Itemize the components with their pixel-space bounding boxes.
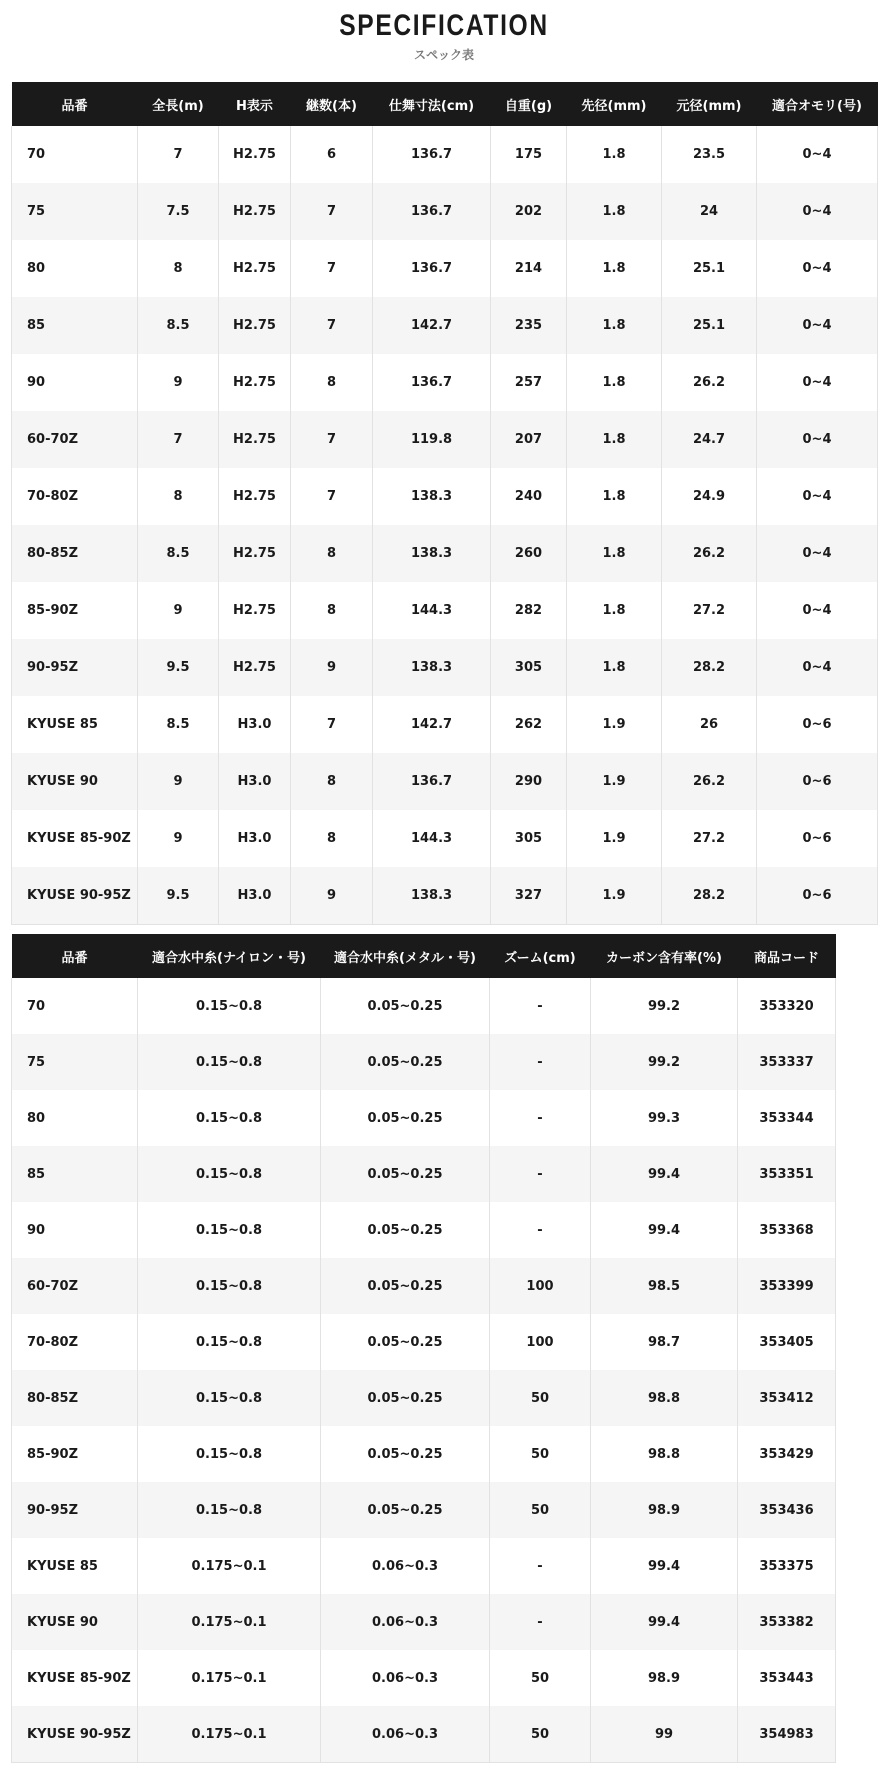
table-cell: 8 (291, 525, 373, 582)
table-cell: 0.15~0.8 (138, 978, 321, 1034)
table-row (12, 411, 878, 468)
table-cell: H3.0 (219, 753, 291, 810)
table-cell: 353412 (738, 1370, 836, 1426)
table-cell: 25.1 (662, 297, 757, 354)
model-cell: 60-70Z (12, 1258, 138, 1314)
table-cell: 26.2 (662, 753, 757, 810)
table-cell: 7 (291, 468, 373, 525)
table-cell: H2.75 (219, 240, 291, 297)
table-cell: 8.5 (138, 525, 219, 582)
table-cell: 8 (291, 810, 373, 867)
table-cell: 138.3 (373, 867, 491, 925)
table-cell: 1.8 (567, 240, 662, 297)
table-cell: 0.05~0.25 (321, 978, 490, 1034)
table-row (12, 1146, 836, 1202)
table-cell: 24 (662, 183, 757, 240)
table-cell: 98.7 (591, 1314, 738, 1370)
table-row (12, 582, 878, 639)
table-row (12, 696, 878, 753)
model-cell: 90 (12, 354, 138, 411)
table-row (12, 1482, 836, 1538)
table-cell: 1.9 (567, 810, 662, 867)
table-cell: 100 (490, 1258, 591, 1314)
model-cell: KYUSE 90 (12, 1594, 138, 1650)
table-cell: 1.8 (567, 582, 662, 639)
table-cell: 144.3 (373, 582, 491, 639)
table-cell: 138.3 (373, 639, 491, 696)
table-cell: 8 (291, 753, 373, 810)
table-cell: 9 (138, 753, 219, 810)
table-cell: 0.15~0.8 (138, 1090, 321, 1146)
table-cell: 98.5 (591, 1258, 738, 1314)
column-header: 先径(mm) (567, 82, 662, 126)
table-cell: 0.05~0.25 (321, 1146, 490, 1202)
table-cell: 0.06~0.3 (321, 1706, 490, 1763)
table-cell: 26 (662, 696, 757, 753)
table-row (12, 1370, 836, 1426)
table-row (12, 1594, 836, 1650)
table-cell: - (490, 1538, 591, 1594)
table-cell: H2.75 (219, 468, 291, 525)
table-row (12, 1314, 836, 1370)
table-cell: H3.0 (219, 867, 291, 925)
column-header: 仕舞寸法(cm) (373, 82, 491, 126)
model-cell: 60-70Z (12, 411, 138, 468)
table-row (12, 1034, 836, 1090)
spec-table-secondary-header (12, 934, 836, 978)
table-cell: 1.9 (567, 867, 662, 925)
table-cell: 353337 (738, 1034, 836, 1090)
model-cell: KYUSE 85-90Z (12, 810, 138, 867)
table-cell: 257 (491, 354, 567, 411)
table-cell: 0.175~0.1 (138, 1538, 321, 1594)
table-cell: 0.05~0.25 (321, 1090, 490, 1146)
table-cell: - (490, 1594, 591, 1650)
column-header: カーボン含有率(%) (591, 934, 738, 978)
table-cell: 0.15~0.8 (138, 1034, 321, 1090)
table-cell: 353368 (738, 1202, 836, 1258)
table-cell: 1.9 (567, 696, 662, 753)
spec-table-primary-body (12, 126, 878, 925)
table-cell: 7.5 (138, 183, 219, 240)
table-row (12, 1202, 836, 1258)
table-cell: 0.15~0.8 (138, 1314, 321, 1370)
model-cell: KYUSE 90 (12, 753, 138, 810)
table-cell: 305 (491, 810, 567, 867)
column-header: 元径(mm) (662, 82, 757, 126)
table-cell: 0.05~0.25 (321, 1258, 490, 1314)
table-row (12, 1090, 836, 1146)
table-cell: 0.06~0.3 (321, 1538, 490, 1594)
model-cell: 90-95Z (12, 639, 138, 696)
table-cell: H3.0 (219, 810, 291, 867)
table-cell: 0.15~0.8 (138, 1482, 321, 1538)
table-cell: 8.5 (138, 696, 219, 753)
table-cell: 26.2 (662, 354, 757, 411)
table-cell: 136.7 (373, 183, 491, 240)
table-row (12, 753, 878, 810)
table-cell: 7 (138, 411, 219, 468)
table-cell: 99 (591, 1706, 738, 1763)
table-cell: 1.9 (567, 753, 662, 810)
column-header: ズーム(cm) (490, 934, 591, 978)
column-header: 商品コード (738, 934, 836, 978)
table-cell: 25.1 (662, 240, 757, 297)
table-cell: 50 (490, 1482, 591, 1538)
column-header: 品番 (12, 934, 138, 978)
page-header (0, 0, 888, 70)
table-cell: 290 (491, 753, 567, 810)
header-row (12, 934, 836, 978)
table-cell: 353344 (738, 1090, 836, 1146)
table-row (12, 810, 878, 867)
table-cell: 282 (491, 582, 567, 639)
table-cell: 1.8 (567, 411, 662, 468)
table-row (12, 297, 878, 354)
table-cell: 99.4 (591, 1146, 738, 1202)
table-cell: 98.8 (591, 1370, 738, 1426)
table-cell: 353436 (738, 1482, 836, 1538)
table-cell: 7 (291, 696, 373, 753)
table-cell: 144.3 (373, 810, 491, 867)
column-header: 適合水中糸(ナイロン・号) (138, 934, 321, 978)
table-cell: 1.8 (567, 639, 662, 696)
table-row (12, 867, 878, 925)
table-cell: 0.05~0.25 (321, 1314, 490, 1370)
table-cell: 354983 (738, 1706, 836, 1763)
table-cell: 0~4 (757, 297, 878, 354)
spec-table-secondary (11, 934, 836, 1763)
table-cell: 99.4 (591, 1202, 738, 1258)
table-cell: 353382 (738, 1594, 836, 1650)
table-cell: 207 (491, 411, 567, 468)
spec-table-secondary-body (12, 978, 836, 1763)
model-cell: 85-90Z (12, 1426, 138, 1482)
table-cell: H2.75 (219, 297, 291, 354)
table-cell: 99.2 (591, 978, 738, 1034)
model-cell: 80-85Z (12, 1370, 138, 1426)
table-cell: 138.3 (373, 468, 491, 525)
header-row (12, 82, 878, 126)
table-cell: 353351 (738, 1146, 836, 1202)
table-cell: 202 (491, 183, 567, 240)
table-cell: H2.75 (219, 411, 291, 468)
table-cell: 0.15~0.8 (138, 1370, 321, 1426)
table-cell: 353399 (738, 1258, 836, 1314)
column-header: 継数(本) (291, 82, 373, 126)
table-cell: 353320 (738, 978, 836, 1034)
table-cell: 0~6 (757, 810, 878, 867)
model-cell: KYUSE 90-95Z (12, 1706, 138, 1763)
table-cell: 6 (291, 126, 373, 183)
table-cell: H2.75 (219, 525, 291, 582)
table-cell: 0.175~0.1 (138, 1594, 321, 1650)
table-cell: 262 (491, 696, 567, 753)
table-cell: 0.15~0.8 (138, 1146, 321, 1202)
table-cell: 1.8 (567, 183, 662, 240)
table-cell: H2.75 (219, 183, 291, 240)
table-row (12, 183, 878, 240)
model-cell: 70 (12, 126, 138, 183)
table-row (12, 639, 878, 696)
table-cell: 1.8 (567, 126, 662, 183)
table-cell: 0~4 (757, 468, 878, 525)
table-cell: 9.5 (138, 867, 219, 925)
table-cell: 0~4 (757, 183, 878, 240)
model-cell: 70-80Z (12, 468, 138, 525)
table-cell: - (490, 1202, 591, 1258)
table-cell: 175 (491, 126, 567, 183)
table-cell: - (490, 1034, 591, 1090)
table-cell: 0.05~0.25 (321, 1370, 490, 1426)
model-cell: KYUSE 85 (12, 1538, 138, 1594)
table-cell: 235 (491, 297, 567, 354)
table-cell: 327 (491, 867, 567, 925)
table-cell: 98.8 (591, 1426, 738, 1482)
table-cell: H2.75 (219, 582, 291, 639)
model-cell: 90 (12, 1202, 138, 1258)
model-cell: 85 (12, 297, 138, 354)
table-cell: 214 (491, 240, 567, 297)
table-row (12, 1258, 836, 1314)
model-cell: 80 (12, 1090, 138, 1146)
table-cell: - (490, 978, 591, 1034)
table-cell: 28.2 (662, 867, 757, 925)
table-cell: 0~6 (757, 867, 878, 925)
table-cell: H2.75 (219, 354, 291, 411)
table-cell: 0~4 (757, 639, 878, 696)
table-cell: 8 (138, 240, 219, 297)
table-row (12, 1650, 836, 1706)
model-cell: 80-85Z (12, 525, 138, 582)
table-row (12, 468, 878, 525)
table-cell: H3.0 (219, 696, 291, 753)
table-cell: 50 (490, 1426, 591, 1482)
spec-table-primary (11, 82, 878, 925)
table-cell: 98.9 (591, 1482, 738, 1538)
table-cell: 9.5 (138, 639, 219, 696)
table-row (12, 126, 878, 183)
table-cell: 26.2 (662, 525, 757, 582)
table-cell: 1.8 (567, 354, 662, 411)
table-cell: 0~4 (757, 126, 878, 183)
table-cell: H2.75 (219, 639, 291, 696)
table-cell: 353375 (738, 1538, 836, 1594)
model-cell: 85 (12, 1146, 138, 1202)
table-cell: 100 (490, 1314, 591, 1370)
table-cell: 0.05~0.25 (321, 1482, 490, 1538)
table-cell: 50 (490, 1706, 591, 1763)
table-cell: 0.06~0.3 (321, 1650, 490, 1706)
table-cell: 99.2 (591, 1034, 738, 1090)
table-cell: 136.7 (373, 354, 491, 411)
table-cell: 0.175~0.1 (138, 1706, 321, 1763)
table-cell: 50 (490, 1370, 591, 1426)
page-subtitle: スペック表 (413, 48, 474, 62)
table-cell: 23.5 (662, 126, 757, 183)
table-cell: 138.3 (373, 525, 491, 582)
model-cell: 70-80Z (12, 1314, 138, 1370)
table-cell: 7 (291, 183, 373, 240)
model-cell: KYUSE 90-95Z (12, 867, 138, 925)
table-cell: 142.7 (373, 297, 491, 354)
table-cell: - (490, 1090, 591, 1146)
table-cell: 24.7 (662, 411, 757, 468)
table-cell: 98.9 (591, 1650, 738, 1706)
table-cell: 1.8 (567, 468, 662, 525)
model-cell: 90-95Z (12, 1482, 138, 1538)
table-cell: 0~6 (757, 696, 878, 753)
column-header: 適合オモリ(号) (757, 82, 878, 126)
model-cell: 85-90Z (12, 582, 138, 639)
table-cell: 136.7 (373, 240, 491, 297)
table-cell: 24.9 (662, 468, 757, 525)
table-cell: 8 (291, 354, 373, 411)
model-cell: 80 (12, 240, 138, 297)
page-title: SPECIFICATION (339, 9, 549, 42)
table-cell: 142.7 (373, 696, 491, 753)
column-header: 自重(g) (491, 82, 567, 126)
table-cell: 0~4 (757, 240, 878, 297)
table-row (12, 1706, 836, 1763)
table-cell: 7 (291, 297, 373, 354)
table-cell: 0.05~0.25 (321, 1426, 490, 1482)
table-cell: 9 (138, 810, 219, 867)
table-cell: 9 (138, 582, 219, 639)
table-cell: 136.7 (373, 753, 491, 810)
model-cell: 75 (12, 183, 138, 240)
table-cell: 0.15~0.8 (138, 1202, 321, 1258)
table-cell: 0.175~0.1 (138, 1650, 321, 1706)
table-cell: 9 (291, 639, 373, 696)
table-cell: 0~4 (757, 354, 878, 411)
model-cell: 75 (12, 1034, 138, 1090)
table-row (12, 978, 836, 1034)
table-cell: 8 (138, 468, 219, 525)
table-cell: 28.2 (662, 639, 757, 696)
model-cell: KYUSE 85-90Z (12, 1650, 138, 1706)
table-cell: 260 (491, 525, 567, 582)
table-cell: 99.4 (591, 1594, 738, 1650)
table-cell: 353405 (738, 1314, 836, 1370)
table-cell: 0.15~0.8 (138, 1426, 321, 1482)
table-cell: 9 (138, 354, 219, 411)
table-cell: 0.05~0.25 (321, 1034, 490, 1090)
table-cell: 0~4 (757, 582, 878, 639)
table-row (12, 1538, 836, 1594)
table-cell: 99.4 (591, 1538, 738, 1594)
column-header: H表示 (219, 82, 291, 126)
table-row (12, 525, 878, 582)
table-cell: 0.05~0.25 (321, 1202, 490, 1258)
model-cell: KYUSE 85 (12, 696, 138, 753)
table-cell: 8 (291, 582, 373, 639)
table-cell: 99.3 (591, 1090, 738, 1146)
table-cell: 1.8 (567, 525, 662, 582)
table-cell: 0~4 (757, 411, 878, 468)
table-cell: 353429 (738, 1426, 836, 1482)
table-cell: 50 (490, 1650, 591, 1706)
table-row (12, 354, 878, 411)
table-cell: 0.15~0.8 (138, 1258, 321, 1314)
table-cell: 27.2 (662, 810, 757, 867)
table-cell: 1.8 (567, 297, 662, 354)
model-cell: 70 (12, 978, 138, 1034)
table-cell: 9 (291, 867, 373, 925)
column-header: 適合水中糸(メタル・号) (321, 934, 490, 978)
table-cell: 0~4 (757, 525, 878, 582)
table-cell: 0.06~0.3 (321, 1594, 490, 1650)
table-cell: 7 (291, 240, 373, 297)
table-row (12, 1426, 836, 1482)
table-cell: 240 (491, 468, 567, 525)
table-cell: 119.8 (373, 411, 491, 468)
table-cell: H2.75 (219, 126, 291, 183)
table-cell: 0~6 (757, 753, 878, 810)
column-header: 全長(m) (138, 82, 219, 126)
table-cell: 136.7 (373, 126, 491, 183)
table-cell: 305 (491, 639, 567, 696)
table-cell: 8.5 (138, 297, 219, 354)
table-row (12, 240, 878, 297)
table-cell: 7 (291, 411, 373, 468)
table-cell: 353443 (738, 1650, 836, 1706)
table-cell: 7 (138, 126, 219, 183)
column-header: 品番 (12, 82, 138, 126)
spec-table-primary-header (12, 82, 878, 126)
table-cell: - (490, 1146, 591, 1202)
table-cell: 27.2 (662, 582, 757, 639)
